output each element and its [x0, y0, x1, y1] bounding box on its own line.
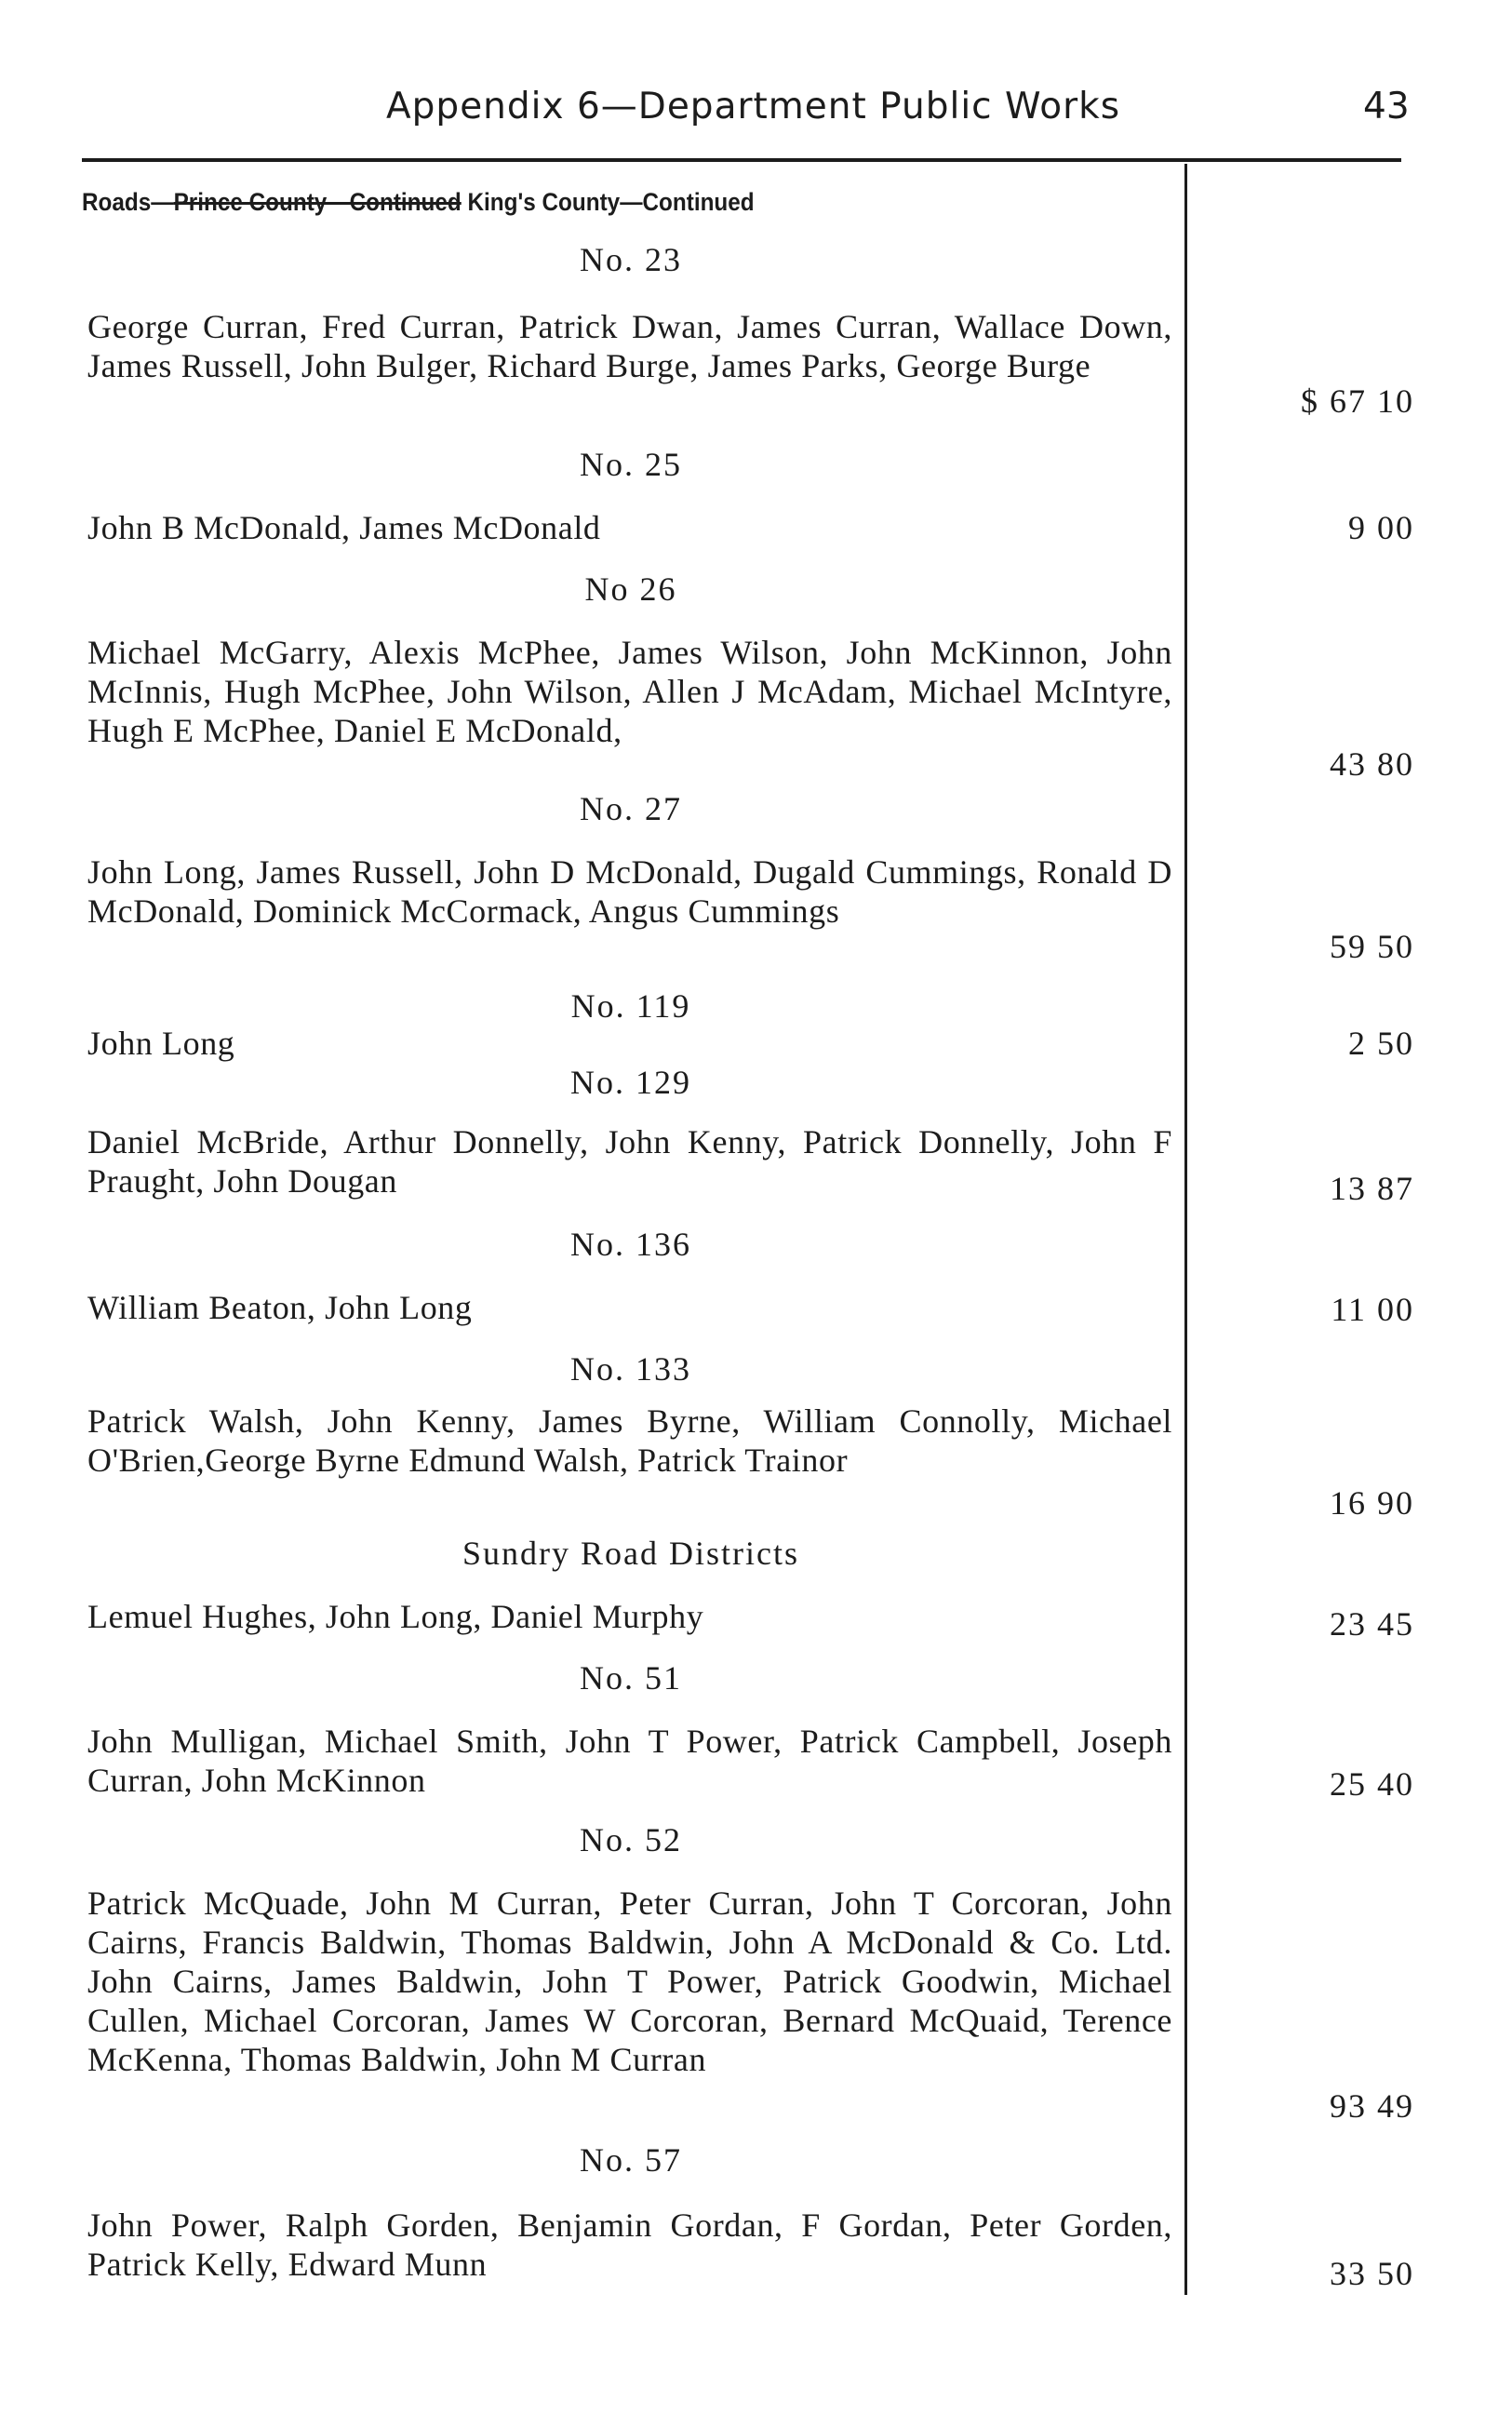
- entry-amount: 25 40: [1330, 1765, 1414, 1803]
- district-number: No. 57: [580, 2141, 682, 2179]
- section-heading-prefix: Roads—: [82, 188, 174, 216]
- district-number: No 26: [584, 570, 677, 608]
- district-number: No. 23: [580, 241, 682, 278]
- entry-names: John Long: [87, 1025, 235, 1062]
- district-number: No. 119: [570, 987, 691, 1025]
- district-number: No. 136: [570, 1226, 691, 1263]
- entry-amount: 59 50: [1330, 928, 1414, 965]
- entry-amount: 2 50: [1348, 1025, 1414, 1062]
- entry-amount: 13 87: [1330, 1170, 1414, 1207]
- district-heading: Sundry Road Districts: [462, 1535, 799, 1572]
- district-number: No. 27: [580, 790, 682, 827]
- entry-amount: 33 50: [1330, 2255, 1414, 2292]
- entry-amount: $ 67 10: [1301, 382, 1414, 420]
- struck-heading-text: Prince County—Continued: [173, 188, 462, 216]
- district-number: No. 133: [570, 1350, 691, 1388]
- page-header-title: Appendix 6—Department Public Works: [386, 86, 1121, 127]
- entry-names: Lemuel Hughes, John Long, Daniel Murphy: [87, 1598, 704, 1635]
- page-number: 43: [1363, 86, 1410, 127]
- amount-column-rule: [1184, 164, 1187, 2295]
- district-number: No. 25: [580, 446, 682, 483]
- entry-amount: 16 90: [1330, 1484, 1414, 1522]
- entry-names: George Curran, Fred Curran, Patrick Dwan, James Curran, Wallace Down, James Russell, John Bulger, Richard Burge, James Parks, George Burge: [87, 308, 1172, 384]
- entry-names: John Long, James Russell, John D McDonald, Dugald Cummings, Ronald D McDonald, Dominick McCormack, Angus Cummings: [87, 853, 1172, 930]
- district-number: No. 52: [580, 1821, 682, 1858]
- entry-names: Michael McGarry, Alexis McPhee, James Wilson, John McKinnon, John McInnis, Hugh McPhee, John Wilson, Allen J McAdam, Michael McIntyre, Hugh E McPhee, Daniel E McDonald,: [87, 634, 1172, 749]
- entry-names: William Beaton, John Long: [87, 1289, 473, 1326]
- entry-amount: 23 45: [1330, 1605, 1414, 1643]
- entry-names: Daniel McBride, Arthur Donnelly, John Kenny, Patrick Donnelly, John F Praught, John Dougan: [87, 1123, 1172, 1200]
- entry-amount: 11 00: [1331, 1291, 1414, 1328]
- entry-names: John B McDonald, James McDonald: [87, 509, 601, 546]
- entry-amount: 93 49: [1330, 2087, 1414, 2125]
- entry-names: Patrick Walsh, John Kenny, James Byrne, William Connolly, Michael O'Brien,George Byrne Edmund Walsh, Patrick Trainor: [87, 1402, 1172, 1479]
- entry-names: Patrick McQuade, John M Curran, Peter Curran, John T Corcoran, John Cairns, Francis Baldwin, Thomas Baldwin, John A McDonald & Co. Ltd. John Cairns, James Baldwin, John T Power, Patrick Goodwin, Michael Cullen, Michael Corcoran, James W Corcoran, Bernard McQuaid, Terence McKenna, Thomas Baldwin, John M Curran: [87, 1885, 1172, 2078]
- header-rule: [82, 158, 1401, 162]
- section-heading: [82, 188, 755, 217]
- district-number: No. 51: [580, 1659, 682, 1697]
- entry-amount: 43 80: [1330, 745, 1414, 783]
- district-number: No. 129: [570, 1064, 691, 1101]
- entry-names: John Power, Ralph Gorden, Benjamin Gordan, F Gordan, Peter Gorden, Patrick Kelly, Edward Munn: [87, 2207, 1172, 2283]
- section-heading-text: King's County—Continued: [461, 188, 755, 216]
- entry-amount: 9 00: [1348, 509, 1414, 546]
- entry-names: John Mulligan, Michael Smith, John T Power, Patrick Campbell, Joseph Curran, John McKinnon: [87, 1723, 1172, 1799]
